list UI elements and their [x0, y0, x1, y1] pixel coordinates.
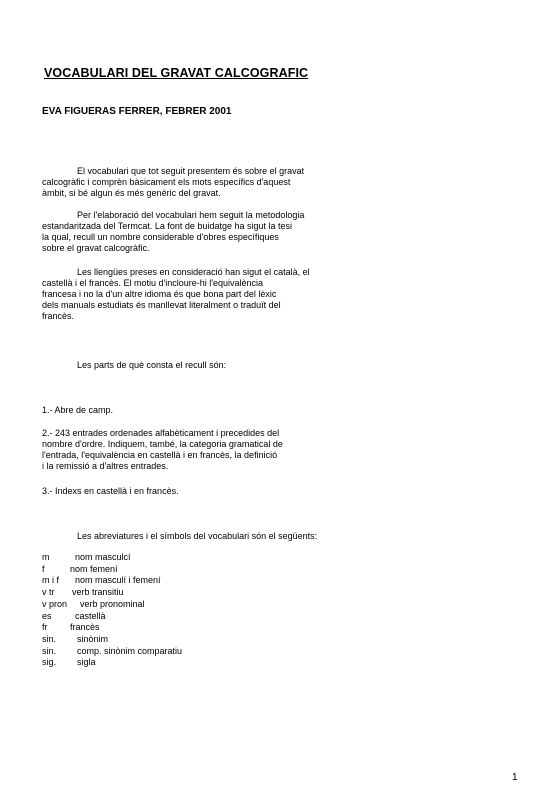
page-number: 1	[512, 772, 518, 783]
abbreviation-code: m i f	[42, 575, 59, 586]
text-line: dels manuals estudiats és manllevat literalment o traduït del	[42, 300, 281, 310]
abbreviation-row	[42, 552, 182, 564]
text-line: l'entrada, l'equivalència en castellà i en francès, la definició	[42, 450, 278, 460]
abbreviation-meaning: verb transitiu	[72, 587, 124, 598]
abbreviation-row	[42, 575, 182, 587]
text-line: estandaritzada del Termcat. La font de buidatge ha sigut la tesi	[42, 221, 292, 231]
abbreviation-code: m	[42, 552, 50, 562]
document-title: VOCABULARI DEL GRAVAT CALCOGRAFIC	[44, 66, 309, 80]
text-line: Per l'elaboració del vocabulari hem seguit la metodologia	[77, 210, 305, 220]
abbreviation-code: v tr	[42, 587, 55, 598]
author-date-line: EVA FIGUERAS FERRER, FEBRER 2001	[42, 106, 232, 117]
abbreviation-meaning: verb pronominal	[80, 598, 145, 609]
abbreviation-meaning: sinònim	[77, 633, 109, 644]
abbreviation-code: f	[42, 563, 45, 574]
text-line: Les parts de què consta el recull són:	[77, 360, 227, 370]
text-line: la qual, recull un nombre considerable d'obres específiques	[42, 232, 279, 242]
abbreviation-row	[42, 657, 182, 669]
abbreviation-code: sin.	[42, 633, 57, 644]
abbreviation-row	[42, 646, 182, 658]
abbreviation-meaning: nom femení	[70, 563, 118, 574]
abbreviation-code: sin.	[42, 645, 57, 656]
text-line: Les llengües preses en consideració han sigut el català, el	[77, 267, 310, 277]
abbreviations-intro-paragraph	[42, 531, 362, 542]
abbreviation-row	[42, 611, 182, 623]
abbreviation-meaning: comp. sinònim comparatiu	[77, 645, 183, 656]
text-line: i la remissió a d'altres entrades.	[42, 461, 169, 471]
abbreviation-meaning: sigla	[77, 657, 96, 668]
text-line: francès.	[42, 311, 75, 321]
intro-paragraph	[42, 166, 362, 199]
text-line: El vocabulari que tot seguit presentem és sobre el gravat	[77, 166, 305, 176]
abbreviation-meaning: castellà	[75, 610, 106, 621]
abbreviation-row	[42, 634, 182, 646]
text-line: calcogràfic i comprèn bàsicament els mots específics d'aquest	[42, 177, 291, 187]
text-line: sobre el gravat calcogràfic.	[42, 243, 150, 253]
abbreviation-row	[42, 564, 182, 576]
part-one-item	[42, 405, 362, 416]
abbreviation-meaning: francès	[70, 622, 100, 633]
abbreviation-code: es	[42, 610, 52, 621]
text-line: 2.- 243 entrades ordenades alfabèticament i precedides del	[42, 428, 280, 438]
abbreviations-list	[42, 552, 182, 669]
abbreviation-code: fr	[42, 622, 48, 633]
methodology-paragraph	[42, 210, 362, 254]
abbreviation-code: sig.	[42, 657, 57, 668]
text-line: francesa i no la d'un altre idioma és que bona part del lèxic	[42, 289, 277, 299]
parts-intro-paragraph	[42, 360, 362, 371]
abbreviation-code: v pron	[42, 598, 68, 609]
abbreviation-row	[42, 622, 182, 634]
abbreviation-row	[42, 599, 182, 611]
abbreviation-meaning: nom masculcí	[75, 552, 131, 562]
languages-paragraph	[42, 267, 362, 322]
text-line: Les abreviatures i el símbols del vocabulari són el següents:	[77, 531, 318, 541]
abbreviation-row	[42, 587, 182, 599]
part-two-item	[42, 428, 362, 472]
text-line: nombre d'ordre. Indiquem, també, la categoria gramatical de	[42, 439, 283, 449]
abbreviation-meaning: nom masculí i femení	[75, 575, 161, 586]
text-line: 3.- Indexs en castellà i en francès.	[42, 486, 179, 496]
text-line: àmbit, si bé algun és més genèric del gravat.	[42, 188, 221, 198]
text-line: 1.- Abre de camp.	[42, 405, 114, 415]
text-line: castellà i el francès. El motiu d'incloure-hi l'equivalència	[42, 278, 264, 288]
part-three-item	[42, 486, 362, 497]
